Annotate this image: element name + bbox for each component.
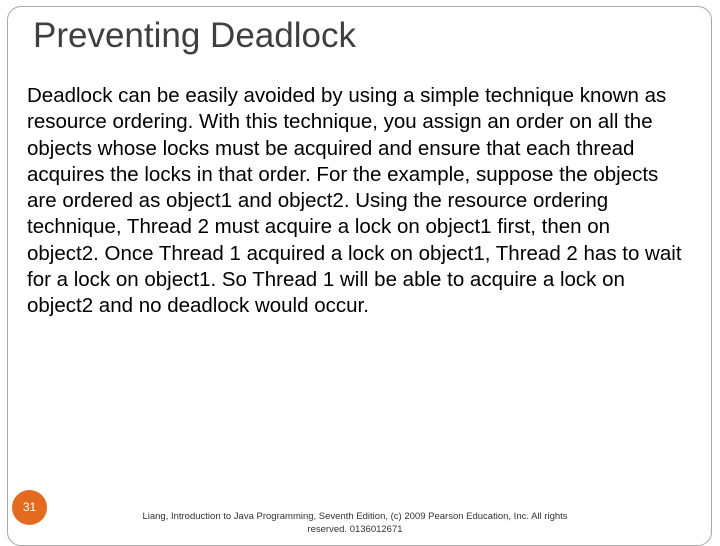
slide-body-text: Deadlock can be easily avoided by using a simple technique known as resource ordering. With this technique, you assign an order on all the objects whose locks must be acquired and ensure that each thread acquires the locks in that order. For the example, suppose the objects are ordered as object1 and object2. Using the resource ordering technique, Thread 2 must acquire a lock on object1 first, then on object2. Once Thread 1 acquired a lock on object1, Thread 2 has to wait for a lock on object1. So Thread 1 will be able to acquire a lock on object2 and no deadlock would occur. bbox=[27, 84, 682, 318]
slide-title: Preventing Deadlock bbox=[33, 16, 356, 55]
slide-footer: Liang, Introduction to Java Programming, Seventh Edition, (c) 2009 Pearson Education, Inc. All rights reserved. 0136012671 bbox=[142, 511, 568, 535]
slide-number-badge: 31 bbox=[12, 490, 47, 525]
